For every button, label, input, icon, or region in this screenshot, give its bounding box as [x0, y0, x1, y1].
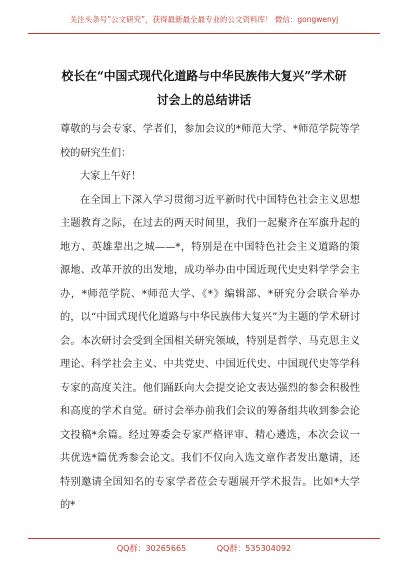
footer-qq-1: QQ群：30265665 — [116, 544, 187, 553]
paragraph-1: 在全国上下深入学习贯彻习近平新时代中国特色社会主义思想主题教育之际，在过去的两天时间里，我们一起聚齐在军旗升起的地方、英雄辈出之城——*，特别是在中国特色社会主义道路的策源地、改革开放的出发地，成功举办由中国近现代史史料学学会主办，*师范学院、*师范大学、《*》编辑部、*研究分会联合举办的，以“中国式现代化道路与中华民族伟大复兴”为主题的学术研讨会。本次研讨会受到全国相关研究领域，特别是哲学、马克思主义理论、科学社会主义、中共党史、中国近代史、中国现代史等学科专家的高度关注。他们踊跃向大会提交论文表达强烈的参会积极性和高度的学术自觉。研讨会举办前我们会议的筹备组共收到参会论文投稿*余篇。经过筹委会专家严格评审、精心遴选，本次会议一共优选*篇优秀参会论文。我们不仅向入选文章作者发出邀请，还特别邀请全国知名的专家学者莅会专题展开学术报告。比如*大学的* — [60, 194, 360, 511]
header-rule — [28, 33, 380, 34]
document-title — [32, 64, 376, 112]
title-line-1: 校长在“中国式现代化道路与中华民族伟大复兴”学术研 — [61, 69, 347, 83]
document-body — [60, 118, 360, 518]
title-line-2: 讨会上的总结讲话 — [156, 93, 252, 107]
footer — [0, 543, 408, 554]
footer-qq-2: QQ群：535304092 — [216, 544, 292, 553]
salutation: 尊敬的与会专家、学者们，参加会议的*师范大学、*师范学院等学校的研究生们： — [60, 124, 360, 159]
footer-rule — [28, 538, 380, 539]
header-banner: 关注头条号“公文研究”，获得最新最全最专业的公文资料库！ 微信：gongwenyj — [69, 15, 339, 24]
greeting: 大家上午好！ — [80, 171, 142, 182]
